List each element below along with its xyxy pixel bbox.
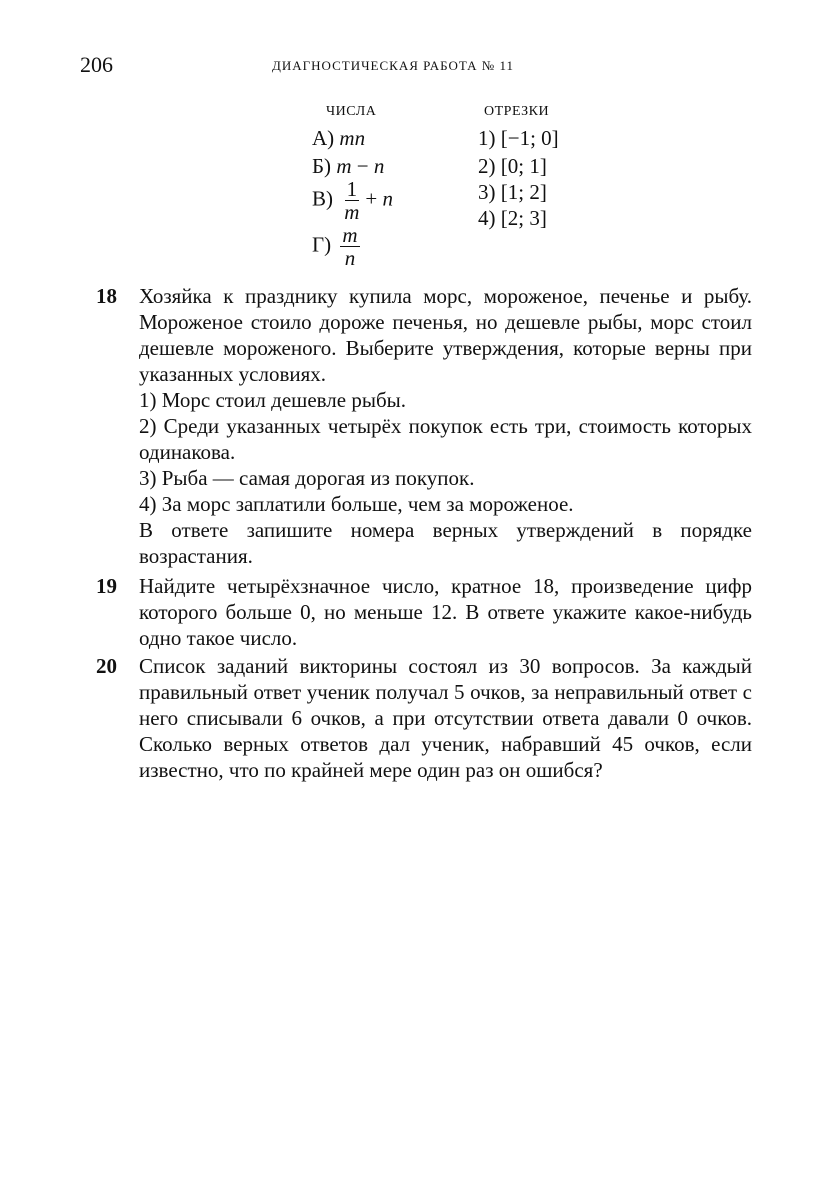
option-b: [312, 154, 384, 179]
segments-column-title: ОТРЕЗКИ: [484, 104, 550, 119]
task-number: 18: [96, 284, 117, 308]
option-c-fraction: [342, 178, 361, 223]
segment-1: 1) [−1; 0]: [478, 126, 559, 150]
option-d-numerator: m: [342, 223, 358, 247]
option-b-m: m: [336, 154, 352, 178]
statement-1: 1) Морс стоил дешевле рыбы.: [139, 388, 406, 412]
task-19: [96, 573, 752, 651]
task-body: [139, 653, 752, 783]
option-b-minus: −: [351, 154, 374, 178]
option-a: [312, 126, 365, 151]
task-20: [96, 653, 752, 783]
statement-3: 3) Рыба — самая дорогая из покупок.: [139, 466, 475, 490]
option-a-expression: mn: [339, 126, 366, 150]
option-b-label: Б): [312, 154, 332, 178]
task-18-text: Хозяйка к празднику купила морс, мороженое, печенье и рыбу. Мороженое стоило дороже печенья, но дешевле рыбы, морс стоил дешевле мороженого. Выберите утверждения, которые верны при указанных условиях.: [139, 284, 752, 386]
task-body: [139, 283, 752, 569]
page-number: 206: [80, 52, 113, 77]
numbers-column-title: ЧИСЛА: [326, 104, 377, 119]
option-d-denominator: n: [344, 246, 356, 270]
option-b-n: n: [373, 154, 385, 178]
option-c-n: n: [382, 186, 394, 211]
task-19-text: Найдите четырёхзначное число, кратное 18, произведение цифр которого больше 0, но меньше 12. В ответе укажите какое-нибудь одно такое число.: [139, 574, 752, 650]
option-c-plus: +: [365, 186, 383, 211]
task-body: [139, 573, 752, 651]
matching-table: [312, 100, 612, 275]
option-a-label: А): [312, 126, 335, 150]
task-18: [96, 283, 752, 569]
option-c-label: В): [312, 186, 333, 211]
segment-2: 2) [0; 1]: [478, 154, 547, 178]
segment-4: 4) [2; 3]: [478, 206, 547, 230]
statement-2: 2) Среди указанных четырёх покупок есть три, стоимость которых одинакова.: [139, 414, 752, 464]
option-d-fraction: [340, 224, 359, 269]
running-title: ДИАГНОСТИЧЕСКАЯ РАБОТА № 11: [272, 58, 514, 73]
task-20-text: Список заданий викторины состоял из 30 вопросов. За каждый правильный ответ ученик получал 5 очков, за неправильный ответ с него списывали 6 очков, а при отсутствии ответа давали 0 очков. Сколько верных ответов дал ученик, набравший 45 очков, если известно, что по крайней мере один раз он ошибся?: [139, 654, 752, 782]
answer-instruction: В ответе запишите номера верных утверждений в порядке возрастания.: [139, 518, 752, 568]
segment-3: 3) [1; 2]: [478, 180, 547, 204]
option-d-label: Г): [312, 232, 332, 257]
option-c-numerator: 1: [346, 177, 358, 201]
task-number: 20: [96, 654, 117, 678]
statement-4: 4) За морс заплатили больше, чем за мороженое.: [139, 492, 574, 516]
option-d: [312, 224, 364, 269]
option-c: [312, 178, 393, 223]
task-number: 19: [96, 574, 117, 598]
option-c-denominator: m: [344, 200, 360, 224]
